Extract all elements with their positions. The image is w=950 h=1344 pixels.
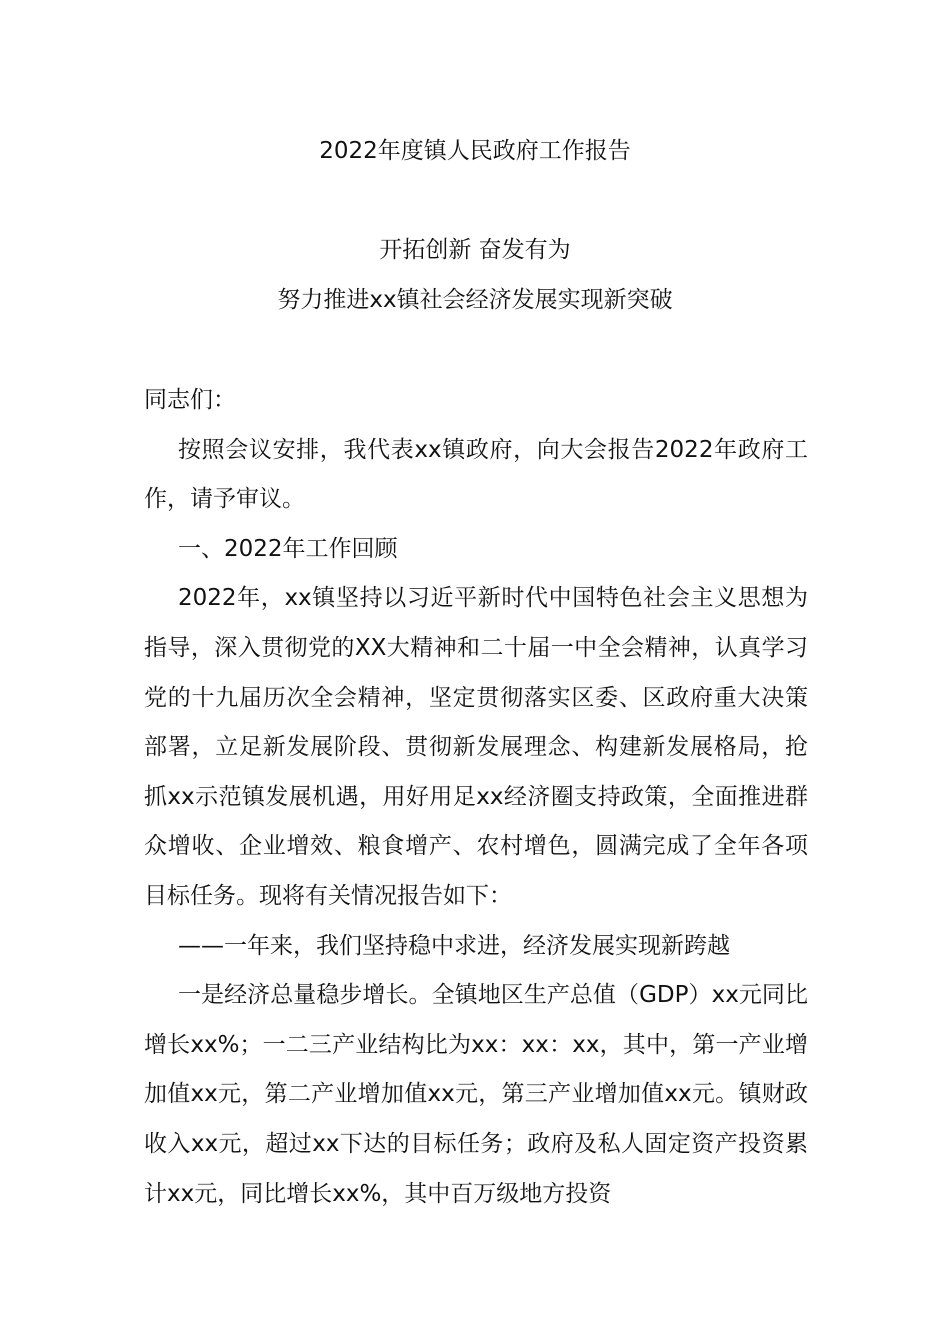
paragraph: 一是经济总量稳步增长。全镇地区生产总值（GDP）xx元同比增长xx%；一二三产业结构比为xx：xx：xx，其中，第一产业增加值xx元，第二产业增加值xx元，第三产业增加值xx元。镇财政收入xx元，超过xx下达的目标任务；政府及私人固定资产投资累计xx元，同比增长xx%，其中百万级地方投资	[144, 982, 808, 1207]
subtitle-line-1: 开拓创新 奋发有为	[379, 237, 571, 263]
sub-heading: ——一年来，我们坚持稳中求进，经济发展实现新跨越	[178, 932, 730, 959]
document-title: 2022年度镇人民政府工作报告	[319, 138, 631, 164]
document-body	[144, 376, 808, 1219]
paragraph: 按照会议安排，我代表xx镇政府，向大会报告2022年政府工作，请予审议。	[144, 436, 808, 513]
subtitle-line-2: 努力推进xx镇社会经济发展实现新突破	[277, 287, 673, 313]
paragraph: 2022年，xx镇坚持以习近平新时代中国特色社会主义思想为指导，深入贯彻党的XX大精神和二十届一中全会精神，认真学习党的十九届历次全会精神，坚定贯彻落实区委、区政府重大决策部署，立足新发展阶段、贯彻新发展理念、构建新发展格局，抢抓xx示范镇发展机遇，用好用足xx经济圈支持政策，全面推进群众增收、企业增效、粮食增产、农村增色，圆满完成了全年各项目标任务。现将有关情况报告如下：	[144, 585, 808, 909]
section-heading: 一、2022年工作回顾	[178, 535, 398, 562]
salutation: 同志们：	[144, 387, 236, 413]
